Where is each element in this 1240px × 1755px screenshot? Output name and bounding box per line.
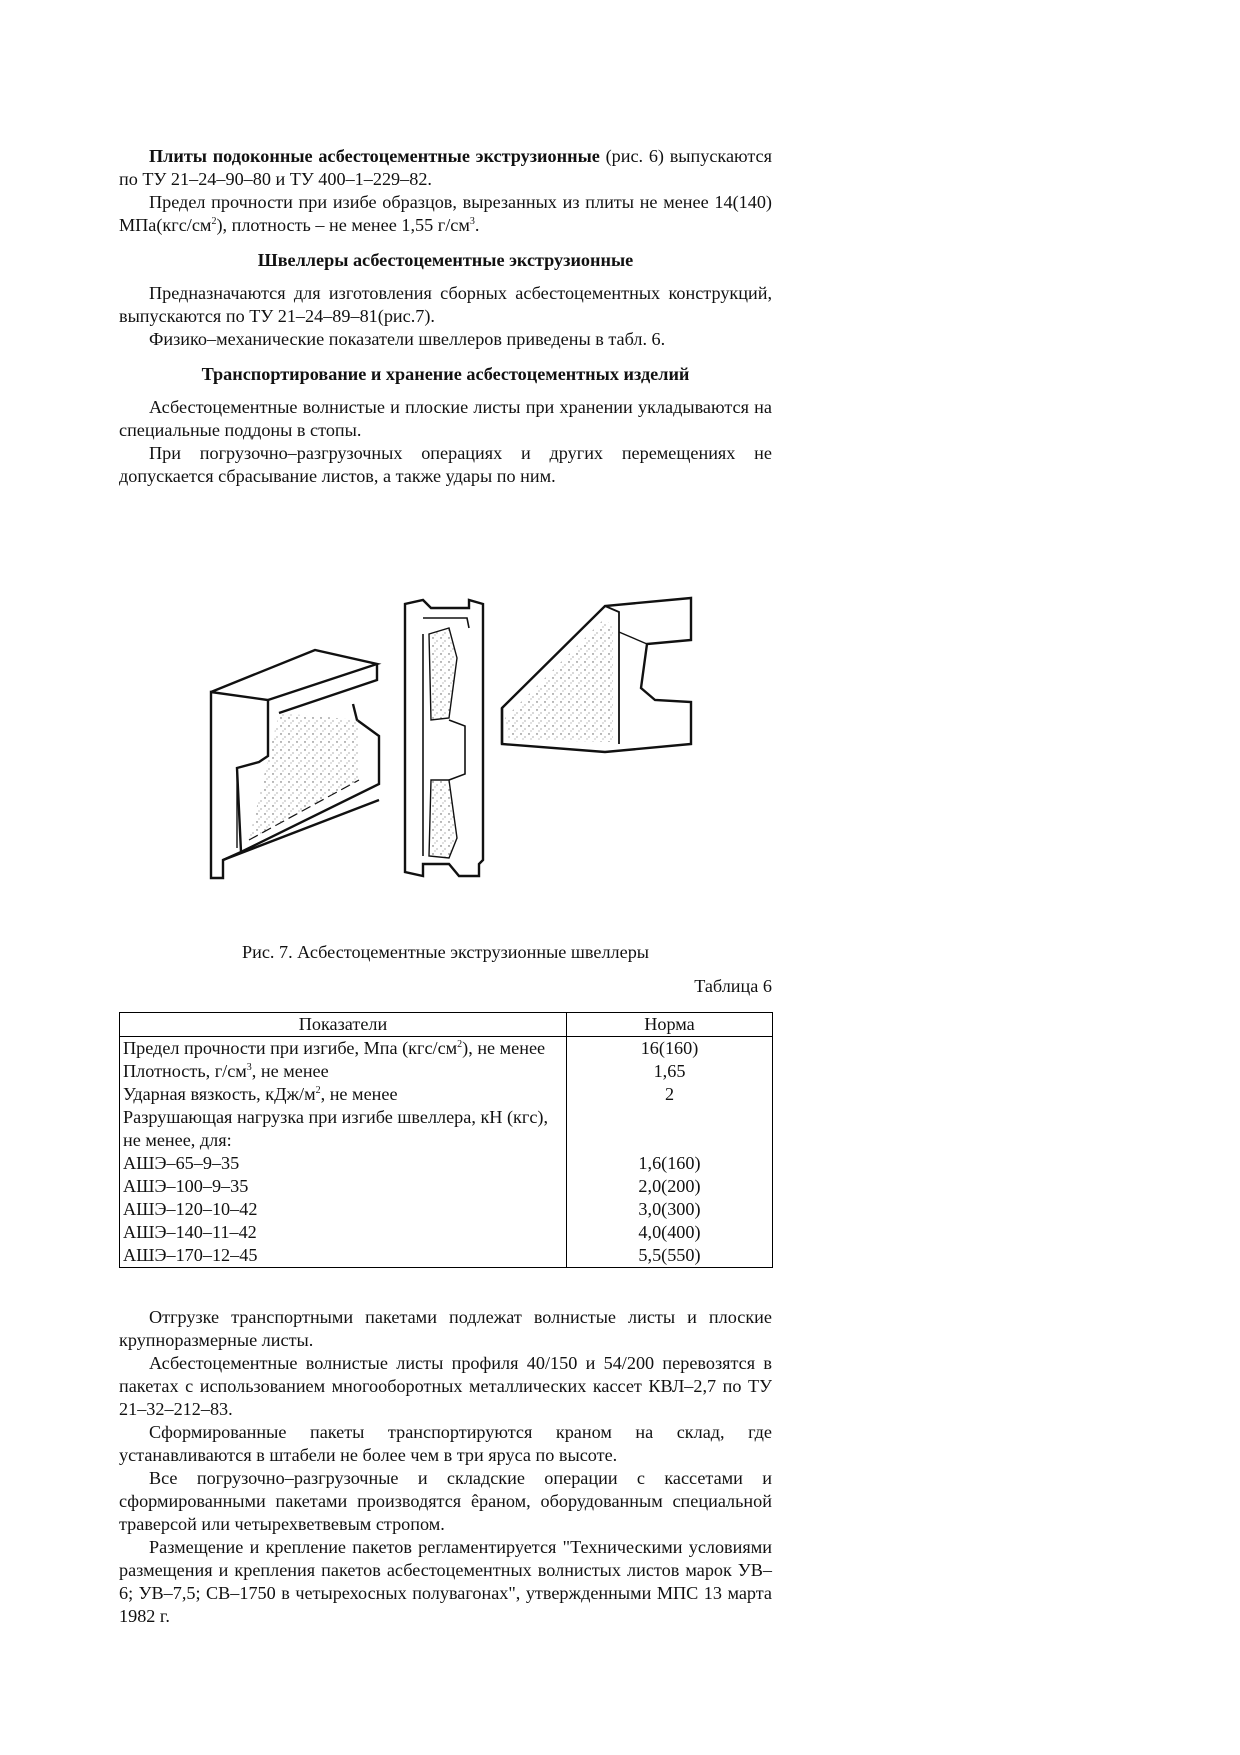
row-value: 1,65 xyxy=(653,1061,686,1081)
table-header-row xyxy=(120,1013,773,1037)
superscript: 2 xyxy=(457,1038,463,1050)
row-label xyxy=(120,1037,567,1061)
document-body xyxy=(119,145,772,488)
intro-p1-text: (рис. 6) выпускаются по ТУ 21–24–90–80 и ТУ 400–1–229–82. xyxy=(119,146,772,189)
table-row xyxy=(120,1083,773,1106)
row-value: 3,0(300) xyxy=(638,1199,701,1219)
intro-paragraph-2 xyxy=(119,191,772,237)
row-label: АШЭ–65–9–35 xyxy=(120,1152,567,1175)
table-row xyxy=(120,1060,773,1083)
superscript: 3 xyxy=(246,1061,252,1073)
intro-p2-text-b: ), плотность – не менее 1,55 г/см xyxy=(216,215,470,235)
superscript: 3 xyxy=(469,215,475,227)
channels-paragraph-1: Предназначаются для изготовления сборных асбестоцементных конструкций, выпускаются по ТУ 21–24–89–81(рис.7). xyxy=(119,283,772,326)
table-row xyxy=(120,1106,773,1152)
section-heading-channels: Швеллеры асбестоцементные экструзионные xyxy=(257,250,634,270)
intro-bold-term: Плиты подоконные асбестоцементные экструзионные xyxy=(149,146,600,166)
row-value: 16(160) xyxy=(640,1038,699,1058)
transport-paragraph-1: Асбестоцементные волнистые и плоские листы при хранении укладываются на специальные поддоны в стопы. xyxy=(119,397,772,440)
intro-p2-text-c: . xyxy=(474,215,480,235)
table-row xyxy=(120,1037,773,1061)
row-value xyxy=(567,1106,773,1152)
table-row xyxy=(120,1152,773,1175)
row-label-text: Плотность, г/см xyxy=(123,1061,247,1081)
column-header-norm: Норма xyxy=(567,1013,773,1037)
channels-paragraph-2: Физико–механические показатели швеллеров приведены в табл. 6. xyxy=(149,329,666,349)
shipping-paragraph-3: Сформированные пакеты транспортируются краном на склад, где устанавливаются в штабели не более чем в три яруса по высоте. xyxy=(119,1422,772,1465)
row-label xyxy=(120,1083,567,1106)
row-label: АШЭ–170–12–45 xyxy=(120,1244,567,1268)
row-value: 1,6(160) xyxy=(638,1153,701,1173)
row-label xyxy=(120,1060,567,1083)
figure-caption: Рис. 7. Асбестоцементные экструзионные швеллеры xyxy=(241,942,650,962)
intro-paragraph-1 xyxy=(119,145,772,191)
row-label-text: , не менее xyxy=(320,1084,398,1104)
section-heading-transport: Транспортирование и хранение асбестоцементных изделий xyxy=(201,364,690,384)
shipping-text xyxy=(119,1306,772,1628)
table-row xyxy=(120,1244,773,1268)
channel-left-drawing xyxy=(211,650,379,878)
shipping-paragraph-4: Все погрузочно–разгрузочные и складские операции с кассетами и сформированными пакетами производятся êраном, оборудованным специальной траверсой или четырехветвевым стропом. xyxy=(119,1468,772,1534)
row-value: 2,0(200) xyxy=(638,1176,701,1196)
intro-p2-text-a: Предел прочности при изибе образцов, вырезанных из плиты не менее 14(140) МПа(кгс/см xyxy=(119,192,772,235)
column-header-indicator: Показатели xyxy=(120,1013,567,1037)
table-row xyxy=(120,1175,773,1198)
shipping-paragraph-5: Размещение и крепление пакетов регламентируется "Техническими условиями размещения и крепления пакетов асбестоцементных волнистых листов марок УВ–6; УВ–7,5; СВ–1750 в четырехосных полувагонах", утвержденными МПС 13 марта 1982 г. xyxy=(119,1537,772,1626)
table-row xyxy=(120,1198,773,1221)
properties-table xyxy=(119,1012,773,1268)
shipping-paragraph-2: Асбестоцементные волнистые листы профиля 40/150 и 54/200 перевозятся в пакетах с использованием многооборотных металлических кассет КВЛ–2,7 по ТУ 21–32–212–83. xyxy=(119,1353,772,1419)
superscript: 2 xyxy=(211,215,217,227)
row-value: 5,5(550) xyxy=(638,1245,701,1265)
channels-drawing xyxy=(119,548,772,888)
channel-middle-drawing xyxy=(405,600,483,876)
row-value: 2 xyxy=(664,1084,675,1104)
row-label: АШЭ–140–11–42 xyxy=(120,1221,567,1244)
row-label: Разрушающая нагрузка при изгибе швеллера, кН (кгс), не менее, для: xyxy=(120,1106,567,1152)
row-label: АШЭ–100–9–35 xyxy=(120,1175,567,1198)
row-value: 4,0(400) xyxy=(638,1222,701,1242)
table-row xyxy=(120,1221,773,1244)
channel-right-drawing xyxy=(502,598,691,752)
row-label-text: , не менее xyxy=(251,1061,329,1081)
row-label-text: Предел прочности при изгибе, Мпа (кгс/см xyxy=(123,1038,458,1058)
transport-paragraph-2: При погрузочно–разгрузочных операциях и других перемещениях не допускается сбрасывание листов, а также удары по ним. xyxy=(119,443,772,486)
shipping-paragraph-1: Отгрузке транспортными пакетами подлежат волнистые листы и плоские крупноразмерные листы. xyxy=(119,1307,772,1350)
row-label-text: Ударная вязкость, кДж/м xyxy=(123,1084,316,1104)
superscript: 2 xyxy=(315,1084,321,1096)
row-label-text: ), не менее xyxy=(462,1038,546,1058)
row-label: АШЭ–120–10–42 xyxy=(120,1198,567,1221)
channels-illustration xyxy=(119,548,772,888)
table-caption: Таблица 6 xyxy=(694,976,772,996)
